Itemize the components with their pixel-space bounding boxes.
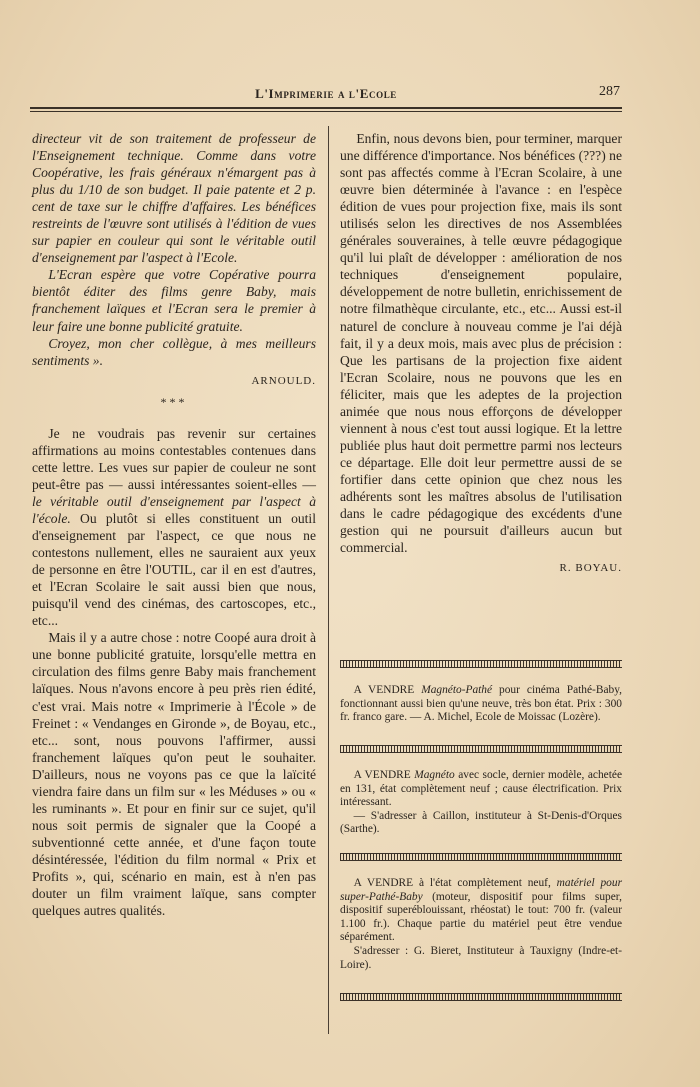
ad-body: avec socle, dernier modèle, achetée en 131, état complètement neuf ; cause électrification. Prix intéressant. bbox=[340, 769, 622, 809]
ad-rule bbox=[340, 993, 622, 1001]
letter-paragraph: directeur vit de son traitement de professeur de l'Enseignement technique. Comme dans votre Coopérative, les frais généraux n'émargent pas à plus du 1/10 de son budget. Il paie patente et 2 p. cent de taxe sur le chiffre d'affaires. Les bénéfices restreints de l'œuvre sont utilisés à l'édition de vues sur papier en couleur qui sont le véritable outil d'enseignement par l'aspect à l'Ecole. bbox=[32, 131, 316, 266]
section-separator: *** bbox=[160, 394, 188, 409]
classified-ad bbox=[340, 745, 622, 837]
ad-product: Magnéto-Pathé bbox=[421, 684, 493, 696]
article-signature: R. BOYAU. bbox=[559, 562, 622, 575]
page-number: 287 bbox=[599, 84, 620, 99]
ad-rule bbox=[340, 853, 622, 861]
column-divider bbox=[328, 126, 329, 1034]
body-paragraph: Mais il y a autre chose : notre Coopé aura droit à une bonne publicité gratuite, lorsqu'elle mettra en circulation des films genre Baby mais franchement laïques. Nous n'avons encore à peu près rien édité, c'est vrai. Mais notre « Imprimerie à l'École » de Freinet : « Vendanges en Gironde », de Boyau, etc., etc... sont, nous pouvons l'affirmer, aussi franchement laïques qu'on peut le souhaiter. D'ailleurs, nous ne voyons pas ce que la laïcité viendra faire dans un film sur « les Méduses » ou « les ruminants ». Et pour en finir sur ce sujet, qu'il nous soit permis de signaler que la Coopé a subventionné cette année, et d'une façon toute désintéressée, l'édition du film normal « Prix et Profits », qui, scénario en main, est à n'en pas douter un film vraiment laïque, sans compter quelques autres qualités. bbox=[32, 630, 316, 919]
letter-paragraph: L'Ecran espère que votre Copérative pourra bientôt éditer des films genre Baby, mais franchement laïques et l'Ecran sera le premier à leur faire une bonne publicité gratuite. bbox=[32, 267, 316, 334]
ad-contact: — S'adresser à Caillon, instituteur à St-Denis-d'Orques (Sarthe). bbox=[340, 809, 622, 836]
body-text-italic: le véritable outil d'enseignement par l'aspect à l'école. bbox=[32, 493, 316, 526]
ad-lead: A VENDRE à l'état complètement neuf, bbox=[353, 877, 557, 889]
classified-ad bbox=[340, 660, 622, 725]
letter-closing: Croyez, mon cher collègue, à mes meilleurs sentiments ». bbox=[32, 335, 316, 368]
body-text: Ou plutôt si elles constituent un outil d'enseignement par l'aspect, ce que nous ne contestons nullement, elles ne sauraient aux yeux de personne en être l'OUTIL, car il en est d'autres, et l'Ecran Scolaire le sait aussi bien que nous, puisqu'il vend des cinémas, des cartoscopes, etc., etc... bbox=[32, 510, 316, 629]
ad-text bbox=[340, 769, 622, 810]
ad-text bbox=[340, 877, 622, 945]
closing-rule-block bbox=[340, 993, 622, 1001]
body-text: Je ne voudrais pas revenir sur certaines affirmations au moins contestables contenues dans cette lettre. Les vues sur papier de couleur ne sont peut-être pas — aussi intéressantes soient-elles — bbox=[32, 425, 316, 492]
ad-rule bbox=[340, 660, 622, 668]
ad-contact: S'adresser : G. Bieret, Instituteur à Tauxigny (Indre-et-Loire). bbox=[340, 944, 622, 971]
classified-ad bbox=[340, 853, 622, 972]
body-paragraph: Enfin, nous devons bien, pour terminer, marquer une différence d'importance. Nos bénéfices (???) ne sont pas affectés comme à l'Ecran Scolaire, à une œuvre bien déterminée à l'avance : en l'espèce édition de vues pour projection fixe, mais ils sont utilisés selon les directives de nos Assemblées générales souveraines, à telle œuvre pédagogique qu'il lui plaît de développer : amélioration de nos techniques d'enseignement populaire, développement de notre bulletin, enrichissement de notre filmathèque circulante, etc., etc... Aussi est-il naturel de conclure à nouveau comme je l'ai déjà fait, il y a deux mois, mais avec plus de précision : Que les partisans de la projection fixe aident l'Ecran Scolaire, nous ne pouvons que les en féliciter, mais que les adeptes de la projection animée que nous nous efforçons de développer viennent à nous c'est tout aussi logique. Et la lettre publiée plus haut doit permettre parmi nos lecteurs ce départage. Elle doit leur permettre aussi de se fortifier dans cette opinion que chez nous les adhérents sont les maîtres absolus de l'utilisation dans le cadre pédagogique des excédents d'une gestion qui ne poursuit d'ailleurs aucun but commercial. bbox=[340, 131, 622, 556]
ad-product: matériel pour super-Pathé-Baby bbox=[340, 877, 622, 903]
header-rule bbox=[30, 107, 622, 112]
letter-signature: ARNOULD. bbox=[251, 374, 316, 387]
ad-body: (moteur, dispositif pour films super, dispositif superéblouissant, rhéostat) le tout: 700 fr. (valeur 1.100 fr.). Chaque partie du matériel peut être vendue séparément. bbox=[340, 890, 622, 944]
ad-lead: A VENDRE bbox=[353, 769, 415, 781]
ad-product: Magnéto bbox=[414, 769, 455, 781]
right-column bbox=[340, 130, 622, 577]
ad-text bbox=[340, 684, 622, 725]
ad-lead: A VENDRE bbox=[353, 684, 422, 696]
ad-body: pour cinéma Pathé-Baby, fonctionnant aussi bien qu'une neuve, très bon état. Prix : 300 fr. franco gare. — A. Michel, Ecole de Moissac (Lozère). bbox=[340, 684, 622, 724]
body-paragraph bbox=[32, 425, 316, 630]
running-title: L'Imprimerie a l'Ecole bbox=[255, 86, 397, 101]
page-header bbox=[30, 84, 622, 106]
ad-rule bbox=[340, 745, 622, 753]
left-column bbox=[32, 130, 316, 919]
